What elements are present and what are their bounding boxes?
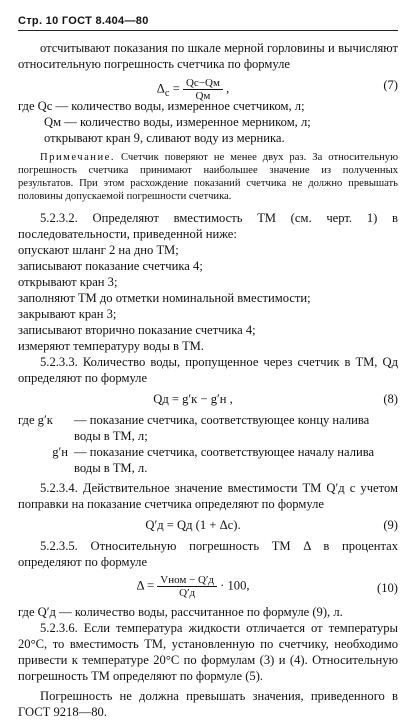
def-gk-label: где g′к	[18, 413, 53, 427]
where-qc: где Qс — количество воды, измеренное счетчиком, л;	[18, 99, 305, 113]
eq7-tail: ,	[226, 81, 230, 96]
step-item: опускают шланг 2 на дно ТМ;	[18, 243, 179, 257]
where-qm: Qм — количество воды, измеренное мерником, л;	[44, 115, 311, 129]
page-body	[18, 40, 398, 720]
note-lead: Примечание.	[40, 152, 115, 163]
section-5232: 5.2.3.2. Определяют вместимость ТМ (см. черт. 1) в последовательности, приведенной ниже:	[18, 211, 398, 241]
step-item: заполняют ТМ до отметки номинальной вместимости;	[18, 291, 311, 305]
eq10-number: (10)	[377, 581, 398, 595]
steps-list	[18, 242, 398, 354]
eq10-numerator: Vном − Q′д	[157, 574, 217, 587]
step-item: закрывают кран 3;	[18, 307, 117, 321]
equation-10	[18, 570, 398, 604]
eq10-fraction	[157, 574, 217, 599]
page-header: Стр. 10 ГОСТ 8.404—80	[18, 15, 149, 27]
eq9-number: (9)	[383, 518, 398, 532]
equation-9	[18, 512, 398, 538]
section-5236: 5.2.3.6. Если температура жидкости отличается от температуры 20°С, то вместимость ТМ, установленную по счетчику, необходимо привести к температуре 20°С по формулам (3) и (4). Относительную погрешность ТМ определяют по формуле (5).	[18, 621, 398, 683]
note-paragraph	[18, 151, 398, 203]
where-q-d: где Q′д — количество воды, рассчитанное по формуле (9), л.	[18, 605, 343, 619]
eq8-number: (8)	[383, 392, 398, 406]
note-text: Счетчик поверяют не менее двух раз. За относительную погрешность счетчика принимают наибольшее значение из полученных результатов. При этом расхождение показаний счетчика не должно превышать половины допускаемой погрешности счетчика.	[18, 152, 398, 202]
eq7-denominator: Qм	[195, 90, 211, 102]
intro-paragraph: отсчитывают показания по шкале мерной горловины и вычисляют относительную погрешность счетчика по формуле	[18, 41, 398, 71]
step-item: открывают кран 3;	[18, 275, 118, 289]
step-item: записывают показание счетчика 4;	[18, 259, 203, 273]
def-gn-text: — показание счетчика, соответствующее началу налива воды в ТМ, л.	[74, 445, 375, 475]
def-gk-row	[18, 412, 398, 444]
step-item: записывают вторично показание счетчика 4;	[18, 323, 256, 337]
def-gn-label: g′н	[52, 445, 68, 459]
eq7-number: (7)	[383, 78, 398, 92]
eq10-denominator: Q′д	[179, 587, 196, 599]
section-5234: 5.2.3.4. Действительное значение вместимости ТМ Q′д с учетом поправки на показание счетчика определяют по формуле	[18, 481, 398, 511]
eq7-fraction	[183, 77, 223, 102]
eq7-lhs-sub: с	[164, 87, 170, 99]
def-gn-row	[18, 444, 398, 476]
eq10-lhs: Δ =	[136, 578, 155, 593]
section-5233: 5.2.3.3. Количество воды, пропущенное через счетчик в ТМ, Qд определяют по формуле	[18, 355, 398, 385]
section-5235: 5.2.3.5. Относительную погрешность ТМ Δ в процентах определяют по формуле	[18, 539, 398, 569]
eq7-lhs: Δ	[156, 81, 165, 96]
eq7-equals: =	[172, 81, 180, 96]
final-paragraph: Погрешность не должна превышать значения, приведенного в ГОСТ 9218—80.	[18, 689, 398, 719]
open-tap-step: открывают кран 9, сливают воду из мерника.	[44, 131, 285, 145]
eq10-tail: · 100,	[220, 578, 250, 593]
header-rule	[18, 30, 398, 31]
eq7-numerator: Qс−Qм	[183, 77, 223, 90]
eq8-expression: Qд = g′к − g′н ,	[153, 392, 233, 406]
eq9-expression: Q′д = Qд (1 + Δс).	[145, 518, 241, 532]
def-gk-text: — показание счетчика, соответствующее концу налива воды в ТМ, л;	[74, 413, 370, 443]
equation-8	[18, 386, 398, 412]
step-item: измеряют температуру воды в ТМ.	[18, 339, 205, 353]
equation-7	[18, 72, 398, 102]
